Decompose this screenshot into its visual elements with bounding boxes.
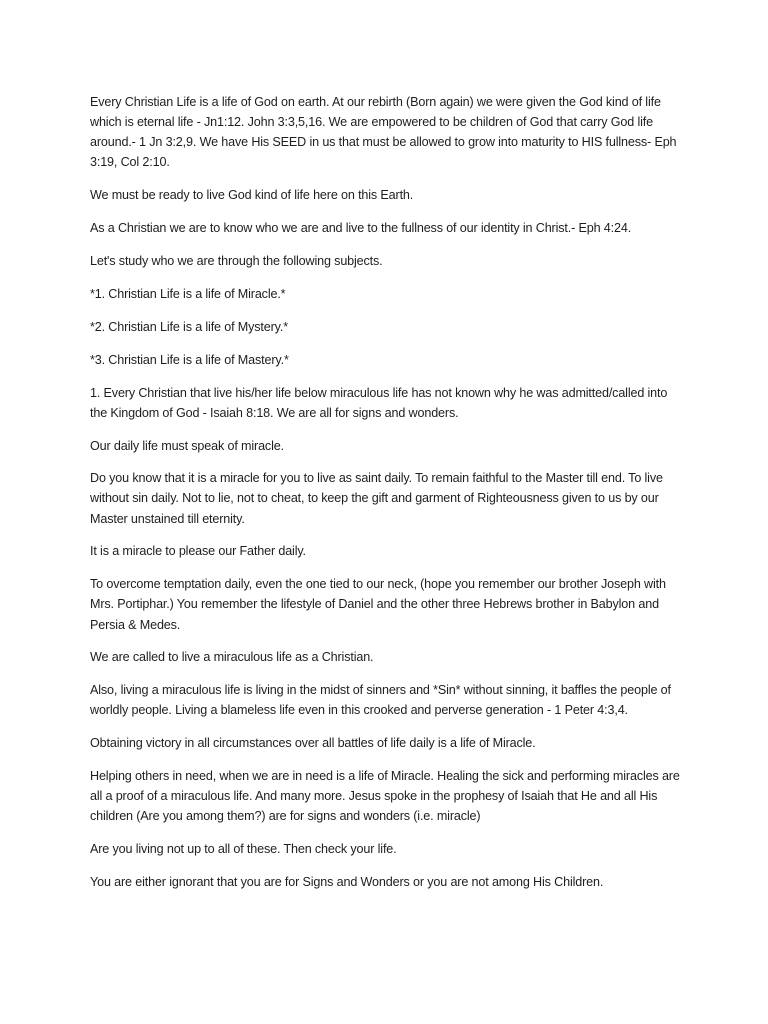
paragraph-study: Let's study who we are through the following subjects. — [90, 253, 383, 268]
paragraph-daily-life: Our daily life must speak of miracle. — [90, 438, 284, 453]
paragraph-saint-daily: Do you know that it is a miracle for you to live as saint daily. To remain faithful to the Master till end. To live without sin daily. Not to lie, not to cheat, to keep the gift and garment of Righteousness given to us by our Master unstained till eternity. — [90, 471, 663, 526]
subject-miracle: *1. Christian Life is a life of Miracle.* — [90, 286, 286, 301]
subject-mystery: *2. Christian Life is a life of Mystery.* — [90, 319, 288, 334]
paragraph-victory: Obtaining victory in all circumstances over all battles of life daily is a life of Miracle. — [90, 736, 536, 751]
paragraph-ready: We must be ready to live God kind of life here on this Earth. — [90, 188, 414, 203]
paragraph-point-one: 1. Every Christian that live his/her life below miraculous life has not known why he was admitted/called into the Kingdom of God - Isaiah 8:18. We are all for signs and wonders. — [90, 385, 668, 420]
paragraph-check-life: Are you living not up to all of these. Then check your life. — [90, 842, 397, 857]
paragraph-midst-of-sinners: Also, living a miraculous life is living in the midst of sinners and *Sin* without sinning, it baffles the people of worldly people. Living a blameless life even in this crooked and perverse generation - 1 Peter 4:3,4. — [90, 683, 671, 718]
paragraph-ignorant: You are either ignorant that you are for Signs and Wonders or you are not among His Children. — [90, 875, 604, 890]
paragraph-please-father: It is a miracle to please our Father daily. — [90, 544, 306, 559]
subject-mastery: *3. Christian Life is a life of Mastery.* — [90, 352, 289, 367]
paragraph-temptation: To overcome temptation daily, even the one tied to our neck, (hope you remember our brother Joseph with Mrs. Portiphar.) You remember the lifestyle of Daniel and the other three Hebrews brother in Babylon and Persia & Medes. — [90, 577, 666, 632]
paragraph-called: We are called to live a miraculous life as a Christian. — [90, 650, 374, 665]
paragraph-helping-others: Helping others in need, when we are in need is a life of Miracle. Healing the sick and performing miracles are all a proof of a miraculous life. And many more. Jesus spoke in the prophesy of Isaiah that He and all His children (Are you among them?) are for signs and wonders (i.e. miracle) — [90, 769, 680, 824]
paragraph-identity: As a Christian we are to know who we are and live to the fullness of our identity in Christ.- Eph 4:24. — [90, 221, 632, 236]
paragraph-intro: Every Christian Life is a life of God on earth. At our rebirth (Born again) we were given the God kind of life which is eternal life - Jn1:12. John 3:3,5,16. We are empowered to be children of God that carry God life around.- 1 Jn 3:2,9. We have His SEED in us that must be allowed to grow into maturity to HIS fullness- Eph 3:19, Col 2:10. — [90, 95, 677, 170]
